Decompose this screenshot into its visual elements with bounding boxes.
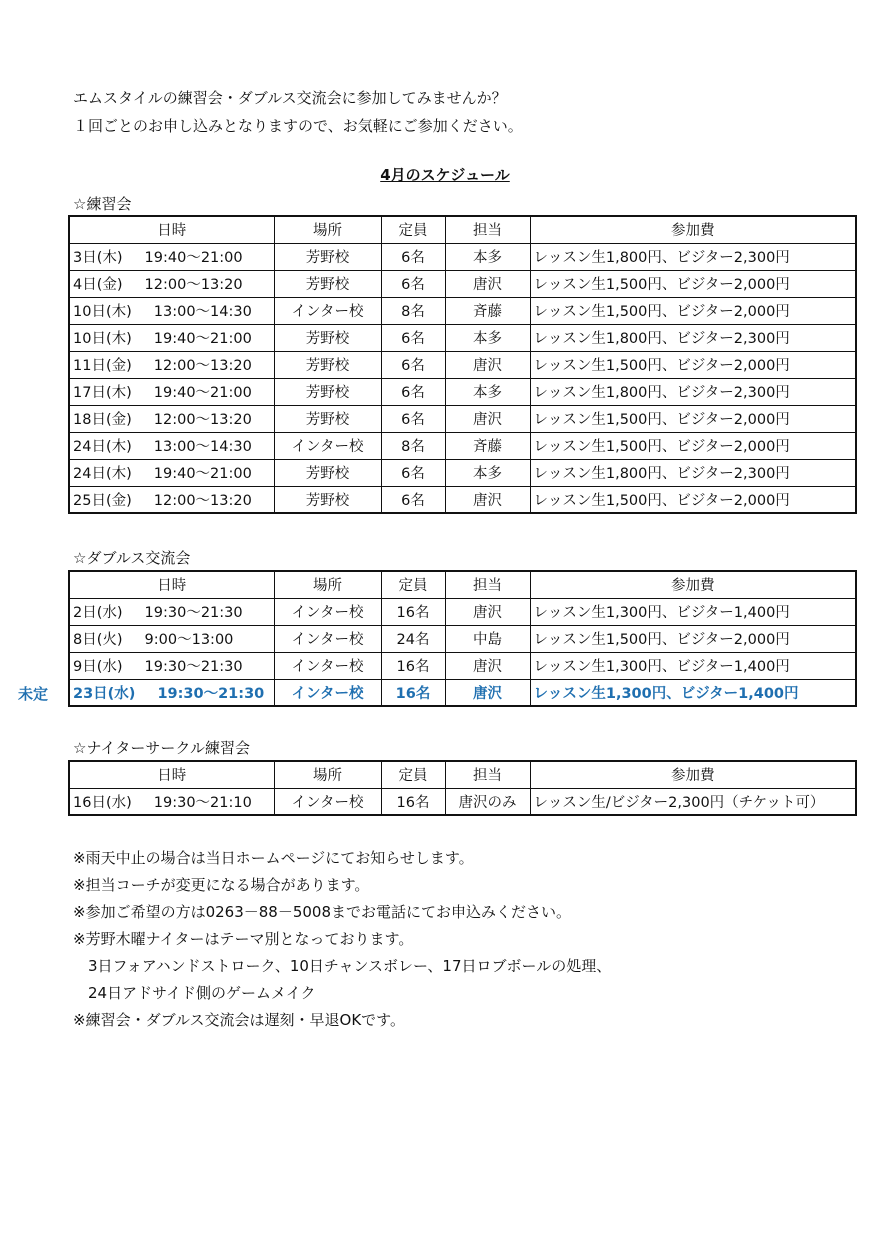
table-row bbox=[69, 378, 856, 405]
cell-time: 19:40～21:00 bbox=[144, 250, 243, 266]
cell-fee: レッスン生1,800円、ビジター2,300円 bbox=[530, 459, 856, 486]
cell-fee: レッスン生1,500円、ビジター2,000円 bbox=[530, 405, 856, 432]
cell-capacity: 8名 bbox=[381, 432, 445, 459]
table-row bbox=[69, 459, 856, 486]
cell-time: 13:00～14:30 bbox=[153, 304, 252, 320]
cell-date: 3日(木) bbox=[73, 250, 123, 266]
intro-text bbox=[73, 84, 523, 140]
cell-date: 8日(火) bbox=[73, 632, 123, 648]
cell-date: 9日(水) bbox=[73, 659, 123, 675]
cell-time: 19:30～21:30 bbox=[144, 605, 243, 621]
cell-staff: 唐沢 bbox=[445, 486, 530, 513]
cell-datetime bbox=[69, 324, 274, 351]
note-line: ※参加ご希望の方は0263－88－5008までお電話にてお申込みください。 bbox=[73, 903, 572, 921]
cell-staff: 唐沢 bbox=[445, 270, 530, 297]
header-fee: 参加費 bbox=[530, 216, 856, 243]
cell-datetime bbox=[69, 486, 274, 513]
header-capacity: 定員 bbox=[381, 571, 445, 598]
header-place: 場所 bbox=[274, 216, 381, 243]
cell-capacity: 6名 bbox=[381, 270, 445, 297]
cell-datetime bbox=[69, 625, 274, 652]
header-staff: 担当 bbox=[445, 216, 530, 243]
cell-time: 12:00～13:20 bbox=[144, 277, 243, 293]
cell-place: 芳野校 bbox=[274, 459, 381, 486]
cell-capacity: 16名 bbox=[381, 652, 445, 679]
cell-place: インター校 bbox=[274, 679, 381, 706]
cell-fee: レッスン生1,300円、ビジター1,400円 bbox=[530, 598, 856, 625]
cell-place: 芳野校 bbox=[274, 351, 381, 378]
cell-place: 芳野校 bbox=[274, 486, 381, 513]
intro-line: エムスタイルの練習会・ダブルス交流会に参加してみませんか？ bbox=[73, 89, 507, 107]
cell-date: 4日(金) bbox=[73, 277, 123, 293]
cell-staff: 唐沢 bbox=[445, 351, 530, 378]
notes bbox=[73, 845, 611, 1034]
header-datetime: 日時 bbox=[69, 216, 274, 243]
cell-fee: レッスン生1,500円、ビジター2,000円 bbox=[530, 297, 856, 324]
cell-date: 11日(金) bbox=[73, 358, 132, 374]
cell-date: 16日(水) bbox=[73, 794, 132, 811]
cell-capacity: 6名 bbox=[381, 243, 445, 270]
section-title-nighter: ☆ナイターサークル練習会 bbox=[73, 739, 250, 757]
cell-staff: 唐沢 bbox=[445, 679, 530, 706]
cell-capacity: 6名 bbox=[381, 459, 445, 486]
cell-place: インター校 bbox=[274, 652, 381, 679]
header-row bbox=[69, 216, 856, 243]
cell-date: 23日(水) bbox=[73, 685, 136, 702]
cell-capacity: 6名 bbox=[381, 324, 445, 351]
cell-staff: 斉藤 bbox=[445, 432, 530, 459]
cell-staff: 唐沢 bbox=[445, 405, 530, 432]
cell-time: 19:40～21:00 bbox=[153, 331, 252, 347]
cell-place: インター校 bbox=[274, 432, 381, 459]
cell-datetime bbox=[69, 652, 274, 679]
cell-fee: レッスン生1,500円、ビジター2,000円 bbox=[530, 351, 856, 378]
cell-place: インター校 bbox=[274, 788, 381, 815]
note-line: 24日アドサイド側のゲームメイク bbox=[88, 984, 316, 1002]
header-place: 場所 bbox=[274, 571, 381, 598]
cell-place: インター校 bbox=[274, 625, 381, 652]
cell-capacity: 24名 bbox=[381, 625, 445, 652]
cell-datetime bbox=[69, 351, 274, 378]
page-title: 4月のスケジュール bbox=[380, 166, 510, 184]
cell-datetime bbox=[69, 378, 274, 405]
header-staff: 担当 bbox=[445, 571, 530, 598]
cell-place: インター校 bbox=[274, 598, 381, 625]
cell-datetime bbox=[69, 270, 274, 297]
cell-datetime bbox=[69, 459, 274, 486]
header-capacity: 定員 bbox=[381, 216, 445, 243]
cell-datetime bbox=[69, 405, 274, 432]
cell-date: 10日(木) bbox=[73, 304, 132, 320]
table-row bbox=[69, 486, 856, 513]
cell-date: 17日(木) bbox=[73, 385, 132, 401]
nighter-table bbox=[68, 760, 857, 816]
cell-place: 芳野校 bbox=[274, 378, 381, 405]
header-datetime: 日時 bbox=[69, 571, 274, 598]
cell-capacity: 6名 bbox=[381, 378, 445, 405]
cell-staff: 唐沢のみ bbox=[445, 788, 530, 815]
note-line: 3日フォアハンドストローク、10日チャンスボレー、17日ロブボールの処理、 bbox=[88, 957, 612, 975]
note-line: ※雨天中止の場合は当日ホームページにてお知らせします。 bbox=[73, 849, 474, 867]
cell-datetime bbox=[69, 788, 274, 815]
table-row bbox=[69, 351, 856, 378]
cell-datetime bbox=[69, 598, 274, 625]
cell-date: 2日(水) bbox=[73, 605, 123, 621]
cell-staff: 本多 bbox=[445, 324, 530, 351]
cell-fee: レッスン生1,300円、ビジター1,400円 bbox=[530, 679, 856, 706]
cell-time: 19:40～21:00 bbox=[153, 385, 252, 401]
cell-fee: レッスン生1,800円、ビジター2,300円 bbox=[530, 243, 856, 270]
cell-staff: 本多 bbox=[445, 243, 530, 270]
practice-table bbox=[68, 215, 857, 514]
cell-staff: 唐沢 bbox=[445, 598, 530, 625]
header-staff: 担当 bbox=[445, 761, 530, 788]
cell-capacity: 16名 bbox=[381, 679, 445, 706]
cell-time: 13:00～14:30 bbox=[153, 439, 252, 455]
table-row bbox=[69, 432, 856, 459]
table-row bbox=[69, 405, 856, 432]
table-row bbox=[69, 324, 856, 351]
cell-staff: 中島 bbox=[445, 625, 530, 652]
cell-fee: レッスン生1,500円、ビジター2,000円 bbox=[530, 270, 856, 297]
cell-capacity: 6名 bbox=[381, 405, 445, 432]
cell-place: 芳野校 bbox=[274, 243, 381, 270]
cell-date: 10日(木) bbox=[73, 331, 132, 347]
table-row bbox=[69, 243, 856, 270]
cell-date: 24日(木) bbox=[73, 439, 132, 455]
cell-capacity: 16名 bbox=[381, 788, 445, 815]
cell-staff: 斉藤 bbox=[445, 297, 530, 324]
table-row bbox=[69, 652, 856, 679]
cell-capacity: 6名 bbox=[381, 486, 445, 513]
cell-staff: 本多 bbox=[445, 378, 530, 405]
header-place: 場所 bbox=[274, 761, 381, 788]
cell-fee: レッスン生1,800円、ビジター2,300円 bbox=[530, 378, 856, 405]
section-title-practice: ☆練習会 bbox=[73, 195, 132, 213]
header-capacity: 定員 bbox=[381, 761, 445, 788]
header-fee: 参加費 bbox=[530, 761, 856, 788]
table-row bbox=[69, 679, 856, 706]
cell-date: 25日(金) bbox=[73, 492, 132, 509]
table-row bbox=[69, 598, 856, 625]
cell-time: 12:00～13:20 bbox=[153, 492, 252, 509]
cell-datetime bbox=[69, 297, 274, 324]
cell-fee: レッスン生1,500円、ビジター2,000円 bbox=[530, 486, 856, 513]
table-row bbox=[69, 625, 856, 652]
cell-datetime bbox=[69, 679, 274, 706]
cell-fee: レッスン生/ビジター2,300円（チケット可） bbox=[530, 788, 856, 815]
undecided-label: 未定 bbox=[18, 685, 49, 703]
cell-datetime bbox=[69, 243, 274, 270]
table-row bbox=[69, 297, 856, 324]
cell-place: 芳野校 bbox=[274, 270, 381, 297]
note-line: ※芳野木曜ナイターはテーマ別となっております。 bbox=[73, 930, 414, 948]
cell-staff: 本多 bbox=[445, 459, 530, 486]
cell-date: 24日(木) bbox=[73, 466, 132, 482]
header-row bbox=[69, 571, 856, 598]
table-row bbox=[69, 270, 856, 297]
header-fee: 参加費 bbox=[530, 571, 856, 598]
table-row bbox=[69, 788, 856, 815]
note-line: ※練習会・ダブルス交流会は遅刻・早退OKです。 bbox=[73, 1011, 405, 1029]
cell-fee: レッスン生1,300円、ビジター1,400円 bbox=[530, 652, 856, 679]
cell-capacity: 16名 bbox=[381, 598, 445, 625]
cell-time: 19:30～21:30 bbox=[144, 659, 243, 675]
cell-place: 芳野校 bbox=[274, 324, 381, 351]
cell-fee: レッスン生1,500円、ビジター2,000円 bbox=[530, 432, 856, 459]
cell-place: インター校 bbox=[274, 297, 381, 324]
cell-capacity: 6名 bbox=[381, 351, 445, 378]
header-row bbox=[69, 761, 856, 788]
cell-staff: 唐沢 bbox=[445, 652, 530, 679]
cell-time: 19:40～21:00 bbox=[153, 466, 252, 482]
cell-time: 9:00～13:00 bbox=[144, 632, 234, 648]
cell-fee: レッスン生1,800円、ビジター2,300円 bbox=[530, 324, 856, 351]
cell-time: 12:00～13:20 bbox=[153, 412, 252, 428]
cell-time: 19:30～21:30 bbox=[157, 685, 265, 702]
cell-date: 18日(金) bbox=[73, 412, 132, 428]
cell-datetime bbox=[69, 432, 274, 459]
header-datetime: 日時 bbox=[69, 761, 274, 788]
intro-line: １回ごとのお申し込みとなりますので、お気軽にご参加ください。 bbox=[73, 117, 523, 135]
cell-time: 12:00～13:20 bbox=[153, 358, 252, 374]
cell-place: 芳野校 bbox=[274, 405, 381, 432]
cell-capacity: 8名 bbox=[381, 297, 445, 324]
cell-time: 19:30～21:10 bbox=[153, 794, 252, 811]
cell-fee: レッスン生1,500円、ビジター2,000円 bbox=[530, 625, 856, 652]
section-title-doubles: ☆ダブルス交流会 bbox=[73, 549, 191, 567]
note-line: ※担当コーチが変更になる場合があります。 bbox=[73, 876, 370, 894]
doubles-table bbox=[68, 570, 857, 707]
